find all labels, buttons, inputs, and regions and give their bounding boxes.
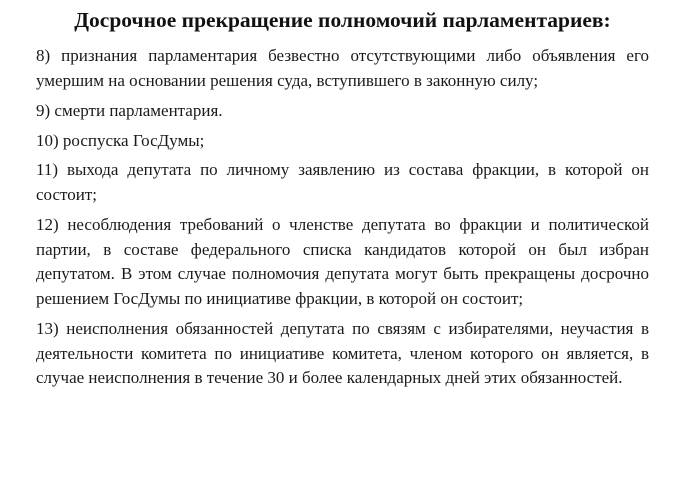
termination-grounds-list <box>36 44 649 391</box>
slide-title: Досрочное прекращение полномочий парламентариев: <box>74 8 611 32</box>
list-item-9: 9) смерти парламентария. <box>36 101 223 120</box>
list-item-11: 11) выхода депутата по личному заявлению из состава фракции, в которой он состоит; <box>36 160 649 204</box>
list-item-13: 13) неисполнения обязанностей депутата по связям с избирателями, неучастия в деятельности комитета по инициативе комитета, членом которого он является, в случае неисполнения в течение 30 и более календарных дней этих обязанностей. <box>36 319 649 387</box>
list-item-12: 12) несоблюдения требований о членстве депутата во фракции и политической партии, в составе федерального списка кандидатов которой он был избран депутатом. В этом случае полномочия депутата могут быть прекращены досрочно решением ГосДумы по инициативе фракции, в которой он состоит; <box>36 215 649 308</box>
list-item-8: 8) признания парламентария безвестно отсутствующими либо объявления его умершим на основании решения суда, вступившего в законную силу; <box>36 46 649 90</box>
list-item-10: 10) роспуска ГосДумы; <box>36 130 205 150</box>
